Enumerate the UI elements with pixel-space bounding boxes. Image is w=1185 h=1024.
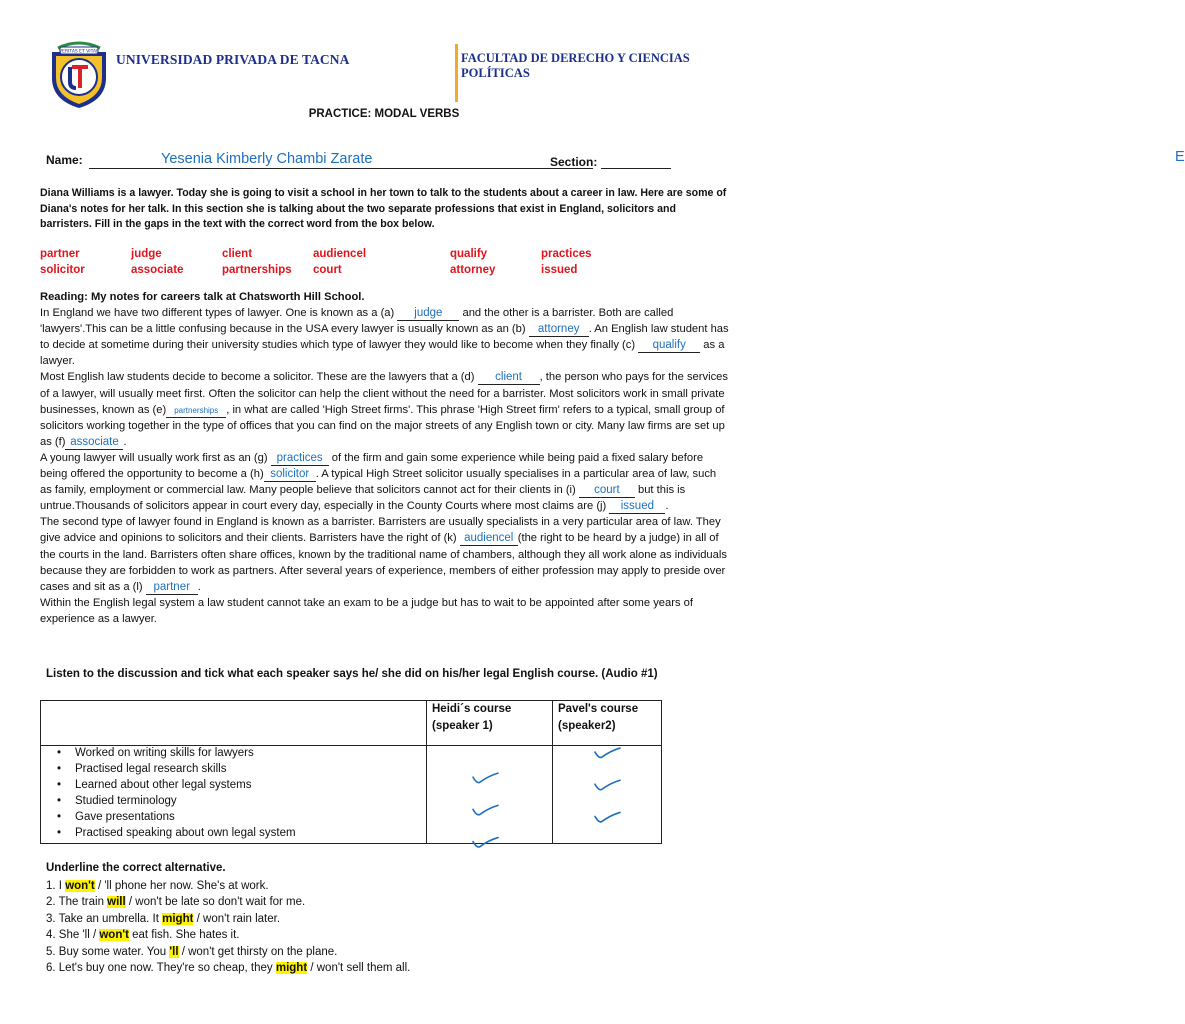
gap-k-answer[interactable]: audiencel bbox=[460, 532, 518, 546]
list-item: • Learned about other legal systems bbox=[57, 777, 296, 793]
gap-e-answer[interactable]: partnerships bbox=[166, 404, 226, 418]
word-column bbox=[450, 246, 495, 278]
selected-answer[interactable]: won't bbox=[65, 880, 95, 892]
page-title: PRACTICE: MODAL VERBS bbox=[308, 108, 460, 120]
university-name: UNIVERSIDAD PRIVADA DE TACNA bbox=[116, 52, 350, 67]
header-divider bbox=[455, 44, 458, 102]
tick-mark bbox=[473, 773, 498, 782]
instructions-paragraph: Diana Williams is a lawyer. Today she is going to visit a school in her town to talk to the students about a career in law. Here are some of Diana's notes for her talk. In this section she is talking about the two separate professions that exist in England, solicitors and barristers. Fill in the gaps in the text with the correct word from the box below. bbox=[40, 187, 727, 230]
list-item: • Practised legal research skills bbox=[57, 761, 296, 777]
list-item: • Gave presentations bbox=[57, 809, 296, 825]
word-column bbox=[313, 246, 366, 278]
selected-answer[interactable]: will bbox=[107, 896, 126, 909]
tick-mark bbox=[595, 748, 620, 757]
tick-mark bbox=[595, 812, 620, 821]
name-value: Yesenia Kimberly Chambi Zarate bbox=[161, 151, 373, 167]
gap-a-answer[interactable]: judge bbox=[397, 307, 459, 321]
reading-paragraph: In England we have two different types of lawyer. One is known as a (a) judge and the other is a barrister. Both are called 'lawyers'.This can be a little confusing because in the USA every lawyer is usually known as an (b) attorney . An English law student has to decide at sometime during their university studies which type of lawyer they would like to become when they finally (c) qualify as a lawyer. bbox=[40, 307, 729, 368]
word-column bbox=[222, 246, 292, 278]
section-value: E bbox=[1175, 149, 1185, 165]
word: solicitor bbox=[40, 264, 85, 276]
list-item: • Studied terminology bbox=[57, 793, 296, 809]
modal-sentences bbox=[46, 878, 410, 976]
tick-mark bbox=[473, 838, 498, 847]
modal-sentence: 3. Take an umbrella. It might / won't rain later. bbox=[46, 912, 281, 925]
selected-answer[interactable]: won't bbox=[99, 929, 129, 942]
word: issued bbox=[541, 264, 578, 276]
svg-text:VERITAS ET VITAE: VERITAS ET VITAE bbox=[59, 49, 99, 55]
selected-answer[interactable]: might bbox=[275, 962, 308, 975]
word: attorney bbox=[450, 264, 496, 276]
reading-section bbox=[40, 289, 730, 627]
faculty-name: FACULTAD DE DERECHO Y CIENCIAS POLÍTICAS bbox=[461, 51, 690, 80]
reading-paragraph: A young lawyer will usually work first as an (g) practices of the firm and gain some experience while being paid a fixed salary before being offered the opportunity to become a (h) solicitor . A typical High Street solicitor usually specialises in a particular area of law, such as family, employment or commercial law. Many people believe that solicitors cannot act for their clients in (i) court but this is untrue.Thousands of solicitors appear in court every day, especially in the County Courts where most claims are (j) issued . bbox=[40, 451, 717, 513]
word: partner bbox=[40, 248, 80, 260]
modals-title: Underline the correct alternative. bbox=[46, 862, 226, 874]
word: practices bbox=[541, 248, 592, 260]
word: partnerships bbox=[222, 264, 292, 276]
name-label: Name: bbox=[46, 153, 83, 167]
reading-paragraph: Most English law students decide to become a solicitor. These are the lawyers that a (d) client , the person who pays for the services of a lawyer, will usually meet first. Often the solicitor can help the client without the need for a barrister. Most solicitors work in small private businesses, known as (e) partnerships , in what are called 'High Street firms'. This phrase 'High Street firm' refers to a typical, small group of solicitors working together in the type of offices that you can find on the major streets of any English town or city. Many law firms are set up as (f) associate . bbox=[40, 371, 728, 448]
listening-instruction: Listen to the discussion and tick what each speaker says he/ she did on his/her legal English course. (Audio #1) bbox=[46, 668, 658, 680]
list-item: • Practised speaking about own legal system bbox=[57, 825, 296, 841]
word-column bbox=[40, 246, 85, 278]
selected-answer[interactable]: 'll bbox=[169, 945, 179, 958]
gap-h-answer[interactable]: solicitor bbox=[264, 468, 316, 482]
tick-mark bbox=[473, 805, 498, 814]
reading-title: Reading: My notes for careers talk at Chatsworth Hill School. bbox=[40, 291, 365, 303]
word: judge bbox=[131, 248, 162, 260]
modal-sentence: 6. Let's buy one now. They're so cheap, they might / won't sell them all. bbox=[46, 962, 411, 975]
tick-mark bbox=[595, 780, 620, 789]
word: client bbox=[222, 248, 253, 260]
gap-j-answer[interactable]: issued bbox=[609, 500, 665, 514]
word-column bbox=[131, 246, 183, 278]
listening-table bbox=[40, 700, 662, 844]
gap-f-answer[interactable]: associate bbox=[65, 436, 123, 450]
modal-sentence: 1. I won't / 'll phone her now. She's at work. bbox=[46, 880, 269, 892]
word: court bbox=[313, 264, 342, 276]
reading-paragraph: Within the English legal system a law student cannot take an exam to be a judge but has to wait to be appointed after some years of experience as a lawyer. bbox=[40, 596, 693, 625]
word: qualify bbox=[450, 248, 488, 260]
modal-sentence: 2. The train will / won't be late so don't wait for me. bbox=[46, 896, 306, 909]
word: audiencel bbox=[313, 248, 367, 260]
word: associate bbox=[131, 264, 184, 276]
tick-marks bbox=[41, 701, 661, 843]
name-field[interactable] bbox=[89, 151, 593, 169]
gap-c-answer[interactable]: qualify bbox=[638, 339, 700, 353]
gap-l-answer[interactable]: partner bbox=[146, 581, 198, 595]
heidi-column-header: Heidi´s course (speaker 1) bbox=[432, 703, 512, 732]
reading-paragraph: The second type of lawyer found in England is known as a barrister. Barristers are usually specialists in a very particular area of law. They give advice and opinions to solicitors and their clients. Barristers have the right of (k) audiencel (the right to be heard by a judge) in all of the courts in the land. Barristers often share offices, known by the traditional name of chambers, although they all work alone as individuals because they are forbidden to work as partners. After several years of experience, members of either profession may apply to preside over cases and sit as a (l) partner . bbox=[40, 516, 727, 593]
word-column bbox=[541, 246, 592, 278]
selected-answer[interactable]: might bbox=[162, 912, 194, 925]
gap-d-answer[interactable]: client bbox=[478, 371, 540, 385]
section-label: Section: bbox=[550, 155, 598, 169]
modal-sentence: 4. She 'll / won't eat fish. She hates it. bbox=[46, 929, 240, 942]
modal-sentence: 5. Buy some water. You 'll / won't get thirsty on the plane. bbox=[46, 945, 338, 958]
gap-i-answer[interactable]: court bbox=[579, 484, 635, 498]
gap-g-answer[interactable]: practices bbox=[271, 452, 329, 466]
pavel-column-header: Pavel's course (speaker2) bbox=[558, 703, 639, 732]
section-field[interactable] bbox=[601, 149, 1185, 169]
gap-b-answer[interactable]: attorney bbox=[529, 323, 589, 337]
list-item: • Worked on writing skills for lawyers bbox=[57, 745, 296, 761]
student-info-row bbox=[46, 149, 1185, 169]
university-logo bbox=[46, 38, 112, 110]
